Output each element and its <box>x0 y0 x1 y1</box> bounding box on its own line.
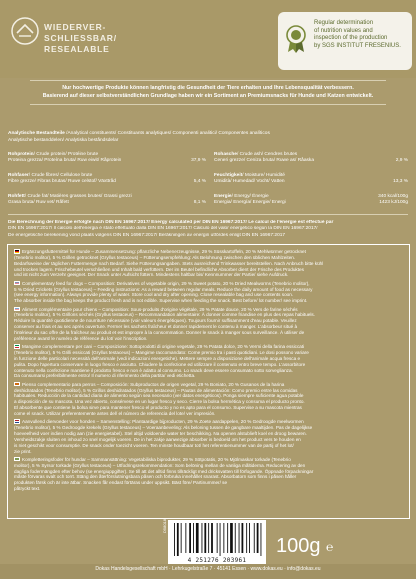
barcode-bar <box>239 523 240 553</box>
resealable-label <box>44 22 154 55</box>
calc-line-1: Die Berechnung der Energie erfolgte nach DIN EN 16967:2017/ Energy calculated per DIN EN 16967:2017/ Le calcul de l'énergie est effectué par <box>8 220 334 225</box>
analytic-title-line-2: Analytische bestanddelen/ Analytiska beståndsdelar <box>8 137 119 143</box>
ingredients-line: The absorber inside the bag keeps the product fresh and is not edible. Supervise when feeding the snack. Best before/ lot number/ see imprint. <box>14 298 308 304</box>
ingredients-line: påtryckt text. <box>14 486 41 492</box>
net-weight: 100g <box>276 535 321 557</box>
resealable-line-3: RESEALABLE <box>44 44 110 54</box>
analytic-title-bold: Analytische Bestandteile <box>8 131 65 136</box>
divider-analytic <box>8 214 408 215</box>
ingredients-line: contenuto nella confezione mantiene il prodotto fresco e non è adatto al consumo. Lo snack deve essere consumato sotto sorveglianza. <box>14 367 293 373</box>
barcode-bar <box>220 523 221 556</box>
flag-fr-icon <box>14 307 20 312</box>
ingredients-line: dagliga fodermängden efter behov (se energiuppgifter). Se till att det alltid finns tillräckligt med dricksvatten till förfogande. Öppnade förpackningar <box>14 468 314 474</box>
badge-line-1: Regular determination <box>314 20 374 26</box>
intro-line-2: Basierend auf dieser selbstverständlichen Grundlage haben wir ein Sortiment an Premiumsnacks für Hunde und Katzen entwickelt. <box>42 93 374 99</box>
badge-line-2: of nutrition values and <box>314 27 373 34</box>
nutrient-label-line-2: Proteina grezza/ Proteína bruta/ Ruw eiwit/ Råprotein <box>8 158 122 164</box>
flag-se-icon <box>14 457 20 462</box>
ingredients-line: hoeveelheid voer indien nodig aan (zie energietabel). Stel altijd voldoende water ter beschikking. Na openen alstublieft koel en droog bewaren. <box>14 430 307 436</box>
ingredients-fr <box>14 307 404 342</box>
ingredients-line: in funzione delle particolari necessità dell'animale (vedi indicazioni energetiche). Mettere sempre a disposizione dell'animale acqua fresca e <box>14 355 301 361</box>
ingredients-line: zie print. <box>14 448 32 454</box>
barcode-bar <box>208 523 209 553</box>
barcode-bar <box>254 523 255 553</box>
sgs-quality-badge <box>278 12 412 70</box>
flag-it-icon <box>14 344 20 349</box>
nutrient-label-rest: / Crude protein/ Protéine brute <box>33 152 99 157</box>
ingredients-line: conserver au frais et au sec après ouverture. Fermer les sachets fraîcheur et donner rapidement le contenu à manger. L'absorbeur situé à <box>14 324 298 330</box>
nutrient-crude-ash <box>214 152 314 165</box>
flag-es-icon <box>14 382 20 387</box>
flag-de-icon <box>14 249 20 254</box>
barcode-bar <box>257 523 259 553</box>
nutrient-label-bold: Rohfaser <box>8 173 29 178</box>
ingredients-line: Aanvullend diervoeder voor honden – Samenstelling: Plantaardige bijproducten, 29 % Zoete aardappelen, 20 % Gedroogde meelwormen <box>14 419 404 425</box>
flag-nl-icon <box>14 419 20 424</box>
ingredients-line: Mangime complementare per cani – Composizione: Sottoprodotti di origine vegetale, 29 % Patata dolce, 20 % Vermi della farina essiccati <box>14 344 404 350</box>
nutrient-label-line-2: Umidità/ Humedad/ Vocht/ Vatten <box>214 179 285 185</box>
calc-line-2: DIN EN 16967:2017/ Il calcolo dell'energia è stato effettuato dalla DIN EN 16967:2017/ Cálculo del valor energético según la DIN EN 16967:2017/ <box>8 226 318 232</box>
nutrient-label-bold: Rohprotein <box>8 152 34 157</box>
ingredients-line: Da consumarsi preferibilmente entro/ Il numero di riferimento della partita/ vedi etichetta. <box>14 373 196 379</box>
ingredients-line: (Tenebrio molitor), 5 % Grilli essiccati (Gryllus testaceus) – Mangime raccomandato: Come premio tra i pasti quotidiani. Le dosi possono variare <box>14 350 309 355</box>
ingredients-line: (see energy information). Always provide plenty of water. Store cool and dry after opening. Close resealable bag and use contents soon. <box>14 292 294 298</box>
barcode-bars <box>168 520 266 556</box>
nutrient-value: 2,9 % <box>395 158 408 163</box>
resealable-icon <box>10 16 40 46</box>
nutrient-label-rest: / Crude fat/ Matières grasses brutes/ Grassi grezzi <box>24 194 132 199</box>
ingredients-line: produkten färsk och är inte ätbar. Snacken får endast förtäras under uppsikt. Bäst före/ Partinummer/ se <box>14 480 228 486</box>
divider-top <box>30 80 386 81</box>
ingredients-line: Versheidszakje sluiten en inhoud zo snel mogelijk voeren. De in het zakje aanwezige absorber is bedoeld om het product vers te houden en <box>14 436 301 442</box>
resealable-line-1: WIEDERVER- <box>44 22 107 32</box>
barcode-bar <box>246 523 247 553</box>
calc-line-3: De energetische berekening vond plaats volgens DIN EN 16967:2017/ Beräkningen av energin utfördes enligt DIN EN 16967:2017 <box>8 232 286 238</box>
award-seal-icon <box>284 24 308 54</box>
ingredients-line: Pienso complementario para perros – Composición: Subproductos de origen vegetal, 29 % Boniato, 20 % Gusanos de la harina <box>14 382 404 388</box>
ingredients-se <box>14 457 404 492</box>
ingredients-line: und ist nicht zum Verzehr geeignet. Der Snack unter Aufsicht füttern. Mindestens haltbar bis/ Kennnummer der Partie/ siehe Aufdruck. <box>14 272 289 278</box>
ingredients-line: Aliment complémentaire pour chiens – Composition: Sous-produits d'origine végétale, 29 % Patate douce, 20 % Vers de farine séchés <box>14 307 404 313</box>
energy-kcal: 340 kcal/100g <box>378 194 408 199</box>
nutrient-label-line-2: Energia/ Energía/ Energie/ Energi <box>214 200 286 206</box>
barcode-bar <box>249 523 250 553</box>
barcode-bar <box>174 523 175 556</box>
barcode-bar <box>211 523 213 553</box>
nutrient-value: 5,4 % <box>193 179 206 184</box>
resealable-line-2: SCHLIESSBAR/ <box>44 33 117 43</box>
barcode-bar <box>193 523 194 553</box>
intro-text <box>20 84 396 100</box>
ingredients-nl <box>14 419 404 454</box>
barcode-bar <box>261 523 262 556</box>
ingredients-line: 5 % Dried Crickets (Gryllus testaceus) – Feeding instructions: As a reward between regular meals. Reduce the daily amount of food as necessary <box>14 286 313 292</box>
ingredients-line: l'intérieur du sac offre de la fraîcheur au produit et est impropre à la consommation. Donner le snack à manger sous surveillance. À utiliser de <box>14 329 305 335</box>
ingredients-line: pulita. Dopo l'apertura conservare in luogo fresco e asciutto. Chiudere la confezione ed utilizzare il contenuto entro breve tempo. L'assorbitore <box>14 361 306 367</box>
ingredients-line: (Tenebrio molitor), 5 % Gedroogde krekels (Gryllus testaceus) – Voeraanbeveling: Als beloning tussen de gangbare maaltijden. Pas de dagelijkse <box>14 425 313 431</box>
barcode-bar <box>177 523 179 556</box>
nutrient-label-bold: Feuchtigkeit <box>214 173 243 178</box>
ingredients-line: deshidratados (Tenebrio molitor), 5 % Grillos deshidratados (Gryllus testaceus) – Pautas de alimentación: Como premio entre las comidas <box>14 387 298 393</box>
ingredients-line: El absorbente que contiene la bolsa sirve para mantener fresco el producto y no es apto para el consumo. Supervise a su mascota mientras <box>14 405 302 411</box>
manufacturer-footer: Dokas Handelsgesellschaft mbH · Lehrkugelstraße 7 · 45141 Essen · www.dokas.eu · info@dokas.eu <box>95 566 321 572</box>
nutrient-label-rest: / Crude ash/ Cendres brutes <box>236 152 298 157</box>
barcode-bar <box>202 523 203 553</box>
barcode-bar <box>230 523 233 553</box>
ingredients-es <box>14 382 404 417</box>
ingredients-line: måste förvaras svalt och torrt. Stäng den återförslutningsbara påsen och förbruka innehållet snarast. Absorbatorn som finns i påsen håller <box>14 474 297 480</box>
badge-text <box>314 20 408 50</box>
ingredients-line: (Tenebrio molitor), 5 % Grillen getrocknet (Gryllus testaceus) – Fütterungsempfehlung: Als Belohnung zwischen den üblichen Mahlzeiten. <box>14 254 296 260</box>
nutrient-label-bold: Rohfett <box>8 194 25 199</box>
barcode-bar <box>204 523 206 553</box>
ingredients-line: Réduire la quantité quotidienne de nourriture nécessaire (voir valeurs énergétiques). Toujours fournir suffisamment d'eau potable. Veuillez <box>14 318 297 324</box>
nutrient-moisture <box>214 173 285 186</box>
nutrient-value: 37,9 % <box>191 158 206 163</box>
nutrient-label-rest: / Crude fibres/ Cellulose brute <box>28 173 93 178</box>
barcode-side-code: D58018 <box>162 518 167 533</box>
ingredients-line: Complementary feed for dogs – Composition: Derivatives of vegetable origin, 29 % Sweet potato, 20 % Dried Mealworms (Tenebrio molitor), <box>14 281 404 287</box>
flag-gb-icon <box>14 281 20 286</box>
ingredients-line: is niet geschikt voor consumptie. De snack onder toezicht voeren. Ten minste houdbaar tot/ het referentienummer van de partij of het lot/ <box>14 442 294 448</box>
nutrient-label-rest: / Moisture/ Humidité <box>242 173 285 178</box>
ingredients-line: (Tenebrio molitor), 5 % Grillons séchés (Gryllus testaceus) – Recommandation alimentaire: À donner comme friandise en plus des repas habituels. <box>14 312 316 318</box>
top-band <box>0 0 416 78</box>
analytic-title-rest: /Analytical constituents/ Constituants analytiques/ Componenti analitici/ Componentes analíticos <box>64 131 270 136</box>
nutrient-crude-fibres <box>8 173 116 186</box>
ingredients-line: molitor), 5 % Syrsor torkade (Gryllus testaceus) – Utfodringsrekommendation: Som belöning mellan de vanliga måltiderna. Reducering av den <box>14 462 306 468</box>
badge-line-4: by SGS INSTITUT FRESENIUS. <box>314 42 401 49</box>
intro-line-1: Nur hochwertige Produkte können langfristig die Gesundheit der Tiere erhalten und Ihre Lebensqualität verbessern. <box>62 85 354 91</box>
barcode-number: 4 251276 203961 <box>187 557 247 564</box>
estimated-sign: ℮ <box>326 540 334 554</box>
ingredients-panel <box>7 244 410 519</box>
ingredients-line: und trocken lagern. Frischebeutel verschließen und Inhalt bald verfüttern. Der im Beutel befindliche Absorber dient der Frische des Produktes <box>14 266 304 272</box>
barcode-bar <box>227 523 228 553</box>
ingredients-line: Ergänzungsfuttermittel für Hunde – Zusammensetzung: pflanzliche Nebenerzeugnisse, 29 % Süsskartoffeln, 20 % Mehlwürmer getrocknet <box>14 249 404 255</box>
nutrient-value <box>350 194 408 207</box>
nutrient-crude-fat <box>8 194 132 207</box>
barcode-bar <box>217 523 218 553</box>
ingredients-it <box>14 344 404 379</box>
nutrient-label-line-2: Ceneri grezze/ Ceniza bruta/ Ruwe as/ Råaska <box>214 158 314 164</box>
nutrient-crude-protein <box>8 152 121 165</box>
ingredients-text <box>14 249 404 494</box>
nutrient-value: 13,3 % <box>393 179 408 184</box>
ingredients-line: a disposición de su mascota. Una vez abierto, consérvese en un lugar fresco y seco. Cierre la bolsa hermética y consuma el producto pronto. <box>14 399 305 405</box>
ingredients-line: come el snack. Utilizar preferentemente antes del/ el número de referencia del lote/ ver impresión. <box>14 410 216 416</box>
ingredients-de <box>14 249 404 278</box>
nutrient-energy <box>214 194 286 207</box>
nutrient-label-line-2: Fibre grezze/ Fibras brutas/ Ruwe celstof/ Växttråd <box>8 179 116 185</box>
badge-line-3: inspection of the production <box>314 35 388 42</box>
analytic-title <box>8 131 270 144</box>
barcode-bar <box>189 523 191 553</box>
energy-calculation-note <box>8 220 408 239</box>
barcode-bar <box>242 523 244 553</box>
ingredients-gb <box>14 281 404 304</box>
barcode-bar <box>235 523 236 553</box>
barcode-bar <box>185 523 186 553</box>
divider-intro <box>30 104 386 105</box>
nutrient-value: 8,1 % <box>193 200 206 205</box>
barcode-bar <box>223 523 224 553</box>
ingredients-line: Bedarfsweise der täglichen Futtermenge nach Bedarf. Siehe Fütterungsangaben. Stets ausreichend Trinkwasser bereitstellen. Nach Anbruch bitte kühl <box>14 260 324 266</box>
nutrient-label-bold: Rohasche <box>214 152 237 157</box>
ingredients-line: habituales. Reducción de la cantidad diaria de alimento según sea necesario (ver datos energéticos). Ponga siempre suficiente agua potable <box>14 393 304 399</box>
ingredients-line: Kompletteringsfoder för hundar – Sammansättning: Vegetabiliska biprodukter, 29 % Sötpotatis, 20 % Mjölmaskar torkade (Tenebrio <box>14 457 404 463</box>
barcode-bar <box>181 523 182 553</box>
nutrient-label-line-2: Grasa bruta/ Ruw vet/ Råfett <box>8 200 69 206</box>
barcode-bar <box>196 523 199 553</box>
energy-kj: 1423 kJ/100g <box>379 200 408 206</box>
nutrient-label-rest: / Energy/ Énergie <box>231 194 269 199</box>
ingredients-line: préférence avant/ le numéro de référence du lot/ voir l'inscription. <box>14 335 148 341</box>
nutrient-label-bold: Energie <box>214 194 232 199</box>
